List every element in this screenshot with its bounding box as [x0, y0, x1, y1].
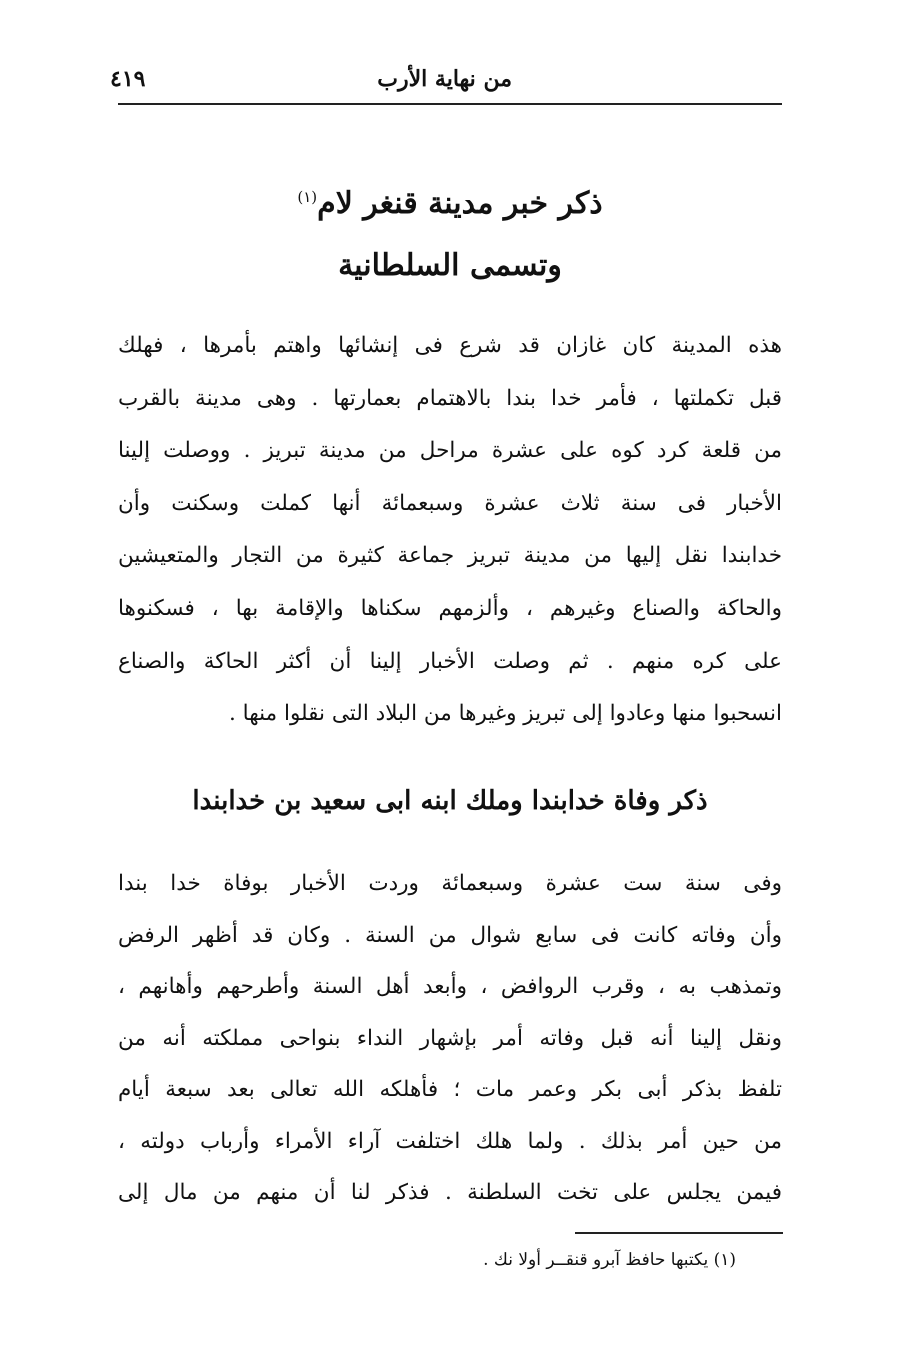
paragraph-2	[118, 858, 782, 1219]
section-title-text: ذكر خبر مدينة قنغر لام	[317, 186, 603, 221]
text-line: وأن وفاته كانت فى سابع شوال من السنة . وكان قد أظهر الرفض	[118, 922, 782, 948]
footnote: (١) يكتبها حافظ آبرو قنقــر أولا نك .	[483, 1250, 736, 1270]
footnote-marker: (١)	[297, 188, 318, 206]
running-title: من نهاية الأرب	[377, 66, 512, 92]
text-line: انسحبوا منها وعادوا إلى تبريز وغيرها من البلاد التى نقلوا منها .	[229, 701, 782, 727]
running-header	[110, 66, 780, 100]
text-line: وفى سنة ست عشرة وسبعمائة وردت الأخبار بوفاة خدا بندا	[118, 871, 782, 896]
text-line: من حين أمر بذلك . ولما هلك اختلفت آراء الأمراء وأرباب دولته ،	[118, 1128, 782, 1154]
section-title-line2: وتسمى السلطانية	[338, 248, 562, 283]
text-line: ونقل إلينا أنه قبل وفاته أمر بإشهار النداء بنواحى مملكته أنه من	[118, 1025, 782, 1051]
text-line: قبل تكملتها ، فأمر خدا بندا بالاهتمام بعمارتها . وهى مدينة بالقرب	[118, 385, 782, 411]
text-line: والحاكة والصناع وغيرهم ، وألزمهم سكناها والإقامة بها ، فسكنوها	[118, 595, 782, 621]
text-line: الأخبار فى سنة ثلاث عشرة وسبعمائة أنها كملت وسكنت وأن	[118, 490, 782, 516]
text-line: من قلعة كرد كوه على عشرة مراحل من مدينة تبريز . ووصلت إلينا	[118, 438, 782, 464]
text-line: على كره منهم . ثم وصلت الأخبار إلينا أن أكثر الحاكة والصناع	[118, 648, 782, 674]
text-line: وتمذهب به ، وقرب الروافض ، وأبعد أهل السنة وأطرحهم وأهانهم ،	[118, 974, 782, 999]
section-title-line1	[110, 186, 790, 221]
paragraph-1	[118, 320, 782, 741]
text-line: فيمن يجلس على تخت السلطنة . فذكر لنا أن منهم من مال إلى	[118, 1180, 782, 1205]
header-rule	[118, 103, 782, 105]
text-line: خدابندا نقل إليها من مدينة تبريز جماعة كثيرة من التجار والمتعيشين	[118, 543, 782, 569]
page-number: ٤١٩	[110, 66, 146, 92]
text-line: هذه المدينة كان غازان قد شرع فى إنشائها واهتم بأمرها ، فهلك	[118, 333, 782, 358]
footnote-rule	[575, 1232, 783, 1234]
text-line: تلفظ بذكر أبى بكر وعمر مات ؛ فأهلكه الله تعالى بعد سبعة أيام	[118, 1077, 782, 1102]
section-2-title: ذكر وفاة خدابندا وملك ابنه ابى سعيد بن خدابندا	[192, 786, 708, 816]
